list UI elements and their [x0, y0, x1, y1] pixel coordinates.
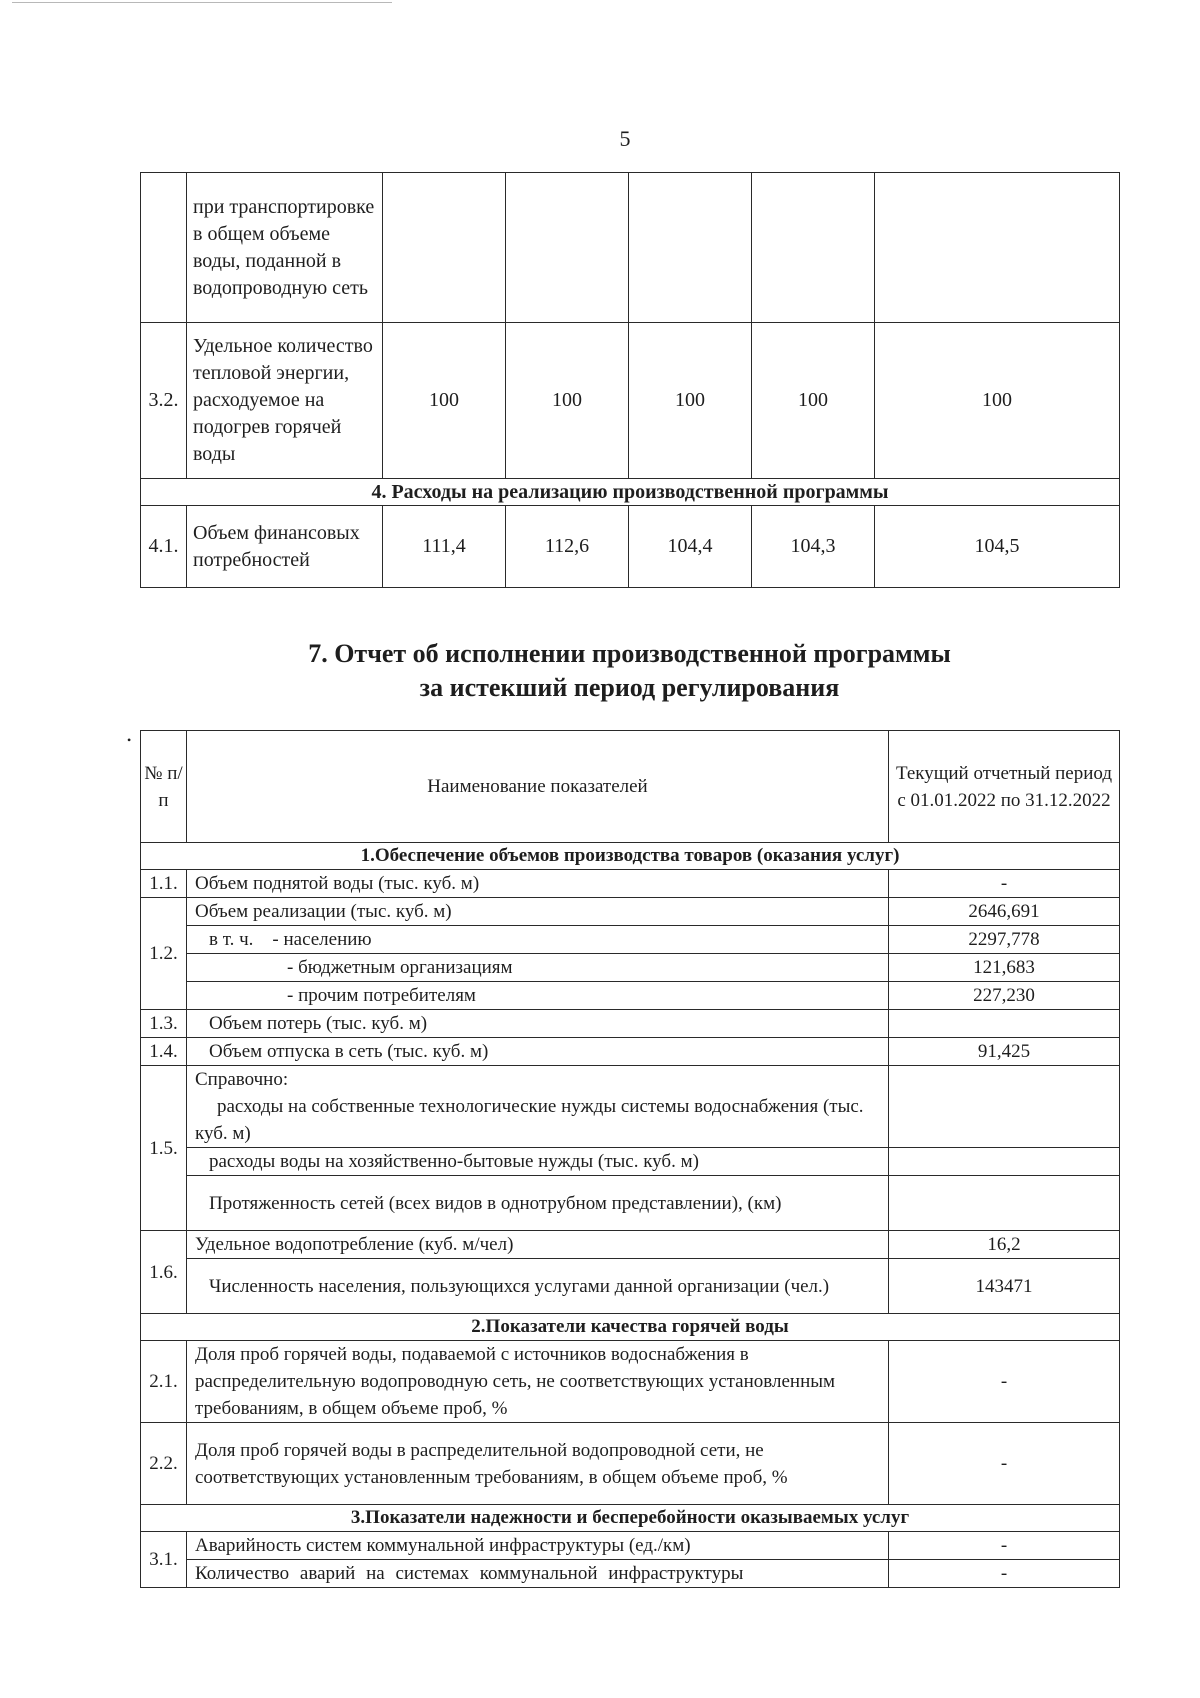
indicator-name: - прочим потребителям: [187, 982, 889, 1010]
section-heading: 3.Показатели надежности и бесперебойности оказываемых услуг: [141, 1505, 1120, 1532]
header-row: [141, 731, 1120, 843]
top-edge-rule: [12, 2, 392, 3]
reference-label: Справочно:: [195, 1069, 289, 1090]
table-row: [141, 1560, 1120, 1588]
indicator-value: -: [889, 1423, 1120, 1505]
row-number: 1.2.: [141, 898, 187, 1010]
row-number: 1.5.: [141, 1066, 187, 1231]
table-row: [141, 173, 1120, 323]
table-row: [141, 1341, 1120, 1423]
table-row: [141, 870, 1120, 898]
row-number: 1.3.: [141, 1010, 187, 1038]
section-title-line: 7. Отчет об исполнении производственной программы: [308, 639, 951, 668]
indicator-value: 227,230: [889, 982, 1120, 1010]
indicator-name: Доля проб горячей воды в распределительной водопроводной сети, не соответствующих установленным требованиям, в общем объеме проб, %: [187, 1423, 889, 1505]
indicator-name: Удельное количество тепловой энергии, расходуемое на подогрев горячей воды: [187, 323, 383, 479]
indicator-name: Количество аварий на системах коммунальной инфраструктуры: [187, 1560, 889, 1588]
indicator-value: 104,3: [752, 506, 875, 588]
section-heading: 2.Показатели качества горячей воды: [141, 1314, 1120, 1341]
indicator-name: Протяженность сетей (всех видов в однотрубном представлении), (км): [187, 1176, 889, 1231]
indicator-value: 104,5: [875, 506, 1120, 588]
table-row: [141, 982, 1120, 1010]
table-row: [141, 1066, 1120, 1148]
section-row: [141, 1314, 1120, 1341]
indicator-name: Объем поднятой воды (тыс. куб. м): [187, 870, 889, 898]
section-row: [141, 479, 1120, 506]
table-row: [141, 1259, 1120, 1314]
indicator-value: 111,4: [383, 506, 506, 588]
table-row: [141, 1532, 1120, 1560]
indicator-value: 143471: [889, 1259, 1120, 1314]
indicator-name: при транспортировке в общем объеме воды, поданной в водопроводную сеть: [187, 173, 383, 323]
table-row: [141, 1148, 1120, 1176]
program-indicators-table: [140, 172, 1120, 588]
indicator-name: Численность населения, пользующихся услугами данной организации (чел.): [187, 1259, 889, 1314]
header-name: Наименование показателей: [187, 731, 889, 843]
section-title-line: за истекший период регулирования: [419, 673, 840, 702]
row-number: 2.2.: [141, 1423, 187, 1505]
indicator-name: расходы на собственные технологические нужды системы водоснабжения (тыс. куб. м): [195, 1096, 864, 1144]
row-number: 1.1.: [141, 870, 187, 898]
indicator-value: [889, 1066, 1120, 1148]
indicator-value: 100: [875, 323, 1120, 479]
table-row: [141, 1176, 1120, 1231]
row-number: 1.6.: [141, 1231, 187, 1314]
indicator-value: -: [889, 1560, 1120, 1588]
margin-dot: •: [127, 733, 132, 747]
indicator-value: -: [889, 1341, 1120, 1423]
indicator-value: -: [889, 870, 1120, 898]
table-row: [141, 898, 1120, 926]
table-row: [141, 506, 1120, 588]
indicator-name: Удельное водопотребление (куб. м/чел): [187, 1231, 889, 1259]
indicator-value: [506, 173, 629, 323]
table-row: [141, 1010, 1120, 1038]
indicator-name: Объем потерь (тыс. куб. м): [187, 1010, 889, 1038]
indicator-value: 100: [383, 323, 506, 479]
indicator-value: 121,683: [889, 954, 1120, 982]
indicator-value: [889, 1176, 1120, 1231]
table-row: [141, 1423, 1120, 1505]
indicator-name: Объем реализации (тыс. куб. м): [187, 898, 889, 926]
indicator-value: 112,6: [506, 506, 629, 588]
indicator-name: - бюджетным организациям: [187, 954, 889, 982]
indicator-value: 100: [629, 323, 752, 479]
row-number: 1.4.: [141, 1038, 187, 1066]
section-row: [141, 843, 1120, 870]
indicator-value: [875, 173, 1120, 323]
indicator-value: 2646,691: [889, 898, 1120, 926]
section-row: [141, 1505, 1120, 1532]
header-number: № п/п: [141, 731, 187, 843]
indicator-name: Доля проб горячей воды, подаваемой с источников водоснабжения в распределительную водопроводную сеть, не соответствующих установленным требованиям, в общем объеме проб, %: [187, 1341, 889, 1423]
indicator-name: Объем отпуска в сеть (тыс. куб. м): [187, 1038, 889, 1066]
header-period: Текущий отчетный период с 01.01.2022 по 31.12.2022: [889, 731, 1120, 843]
section-title: [140, 637, 1119, 705]
reference-block: [187, 1066, 889, 1148]
row-number: [141, 173, 187, 323]
section-heading: 4. Расходы на реализацию производственной программы: [141, 479, 1120, 506]
indicator-name: расходы воды на хозяйственно-бытовые нужды (тыс. куб. м): [187, 1148, 889, 1176]
section-heading: 1.Обеспечение объемов производства товаров (оказания услуг): [141, 843, 1120, 870]
indicator-value: 16,2: [889, 1231, 1120, 1259]
indicator-value: 100: [752, 323, 875, 479]
row-number: 2.1.: [141, 1341, 187, 1423]
page-number: 5: [619, 126, 631, 151]
table-row: [141, 926, 1120, 954]
table-row: [141, 1231, 1120, 1259]
table-row: [141, 954, 1120, 982]
table-row: [141, 323, 1120, 479]
indicator-value: [629, 173, 752, 323]
indicator-value: 100: [506, 323, 629, 479]
indicator-name: Аварийность систем коммунальной инфраструктуры (ед./км): [187, 1532, 889, 1560]
table-row: [141, 1038, 1120, 1066]
indicator-value: [752, 173, 875, 323]
execution-report-table: [140, 730, 1120, 1588]
row-number: 3.2.: [141, 323, 187, 479]
indicator-value: -: [889, 1532, 1120, 1560]
indicator-value: [889, 1010, 1120, 1038]
indicator-name: Объем финансовых потребностей: [187, 506, 383, 588]
indicator-value: 91,425: [889, 1038, 1120, 1066]
indicator-value: 104,4: [629, 506, 752, 588]
row-number: 4.1.: [141, 506, 187, 588]
indicator-value: 2297,778: [889, 926, 1120, 954]
indicator-value: [889, 1148, 1120, 1176]
indicator-name: в т. ч. - населению: [187, 926, 889, 954]
indicator-value: [383, 173, 506, 323]
row-number: 3.1.: [141, 1532, 187, 1588]
